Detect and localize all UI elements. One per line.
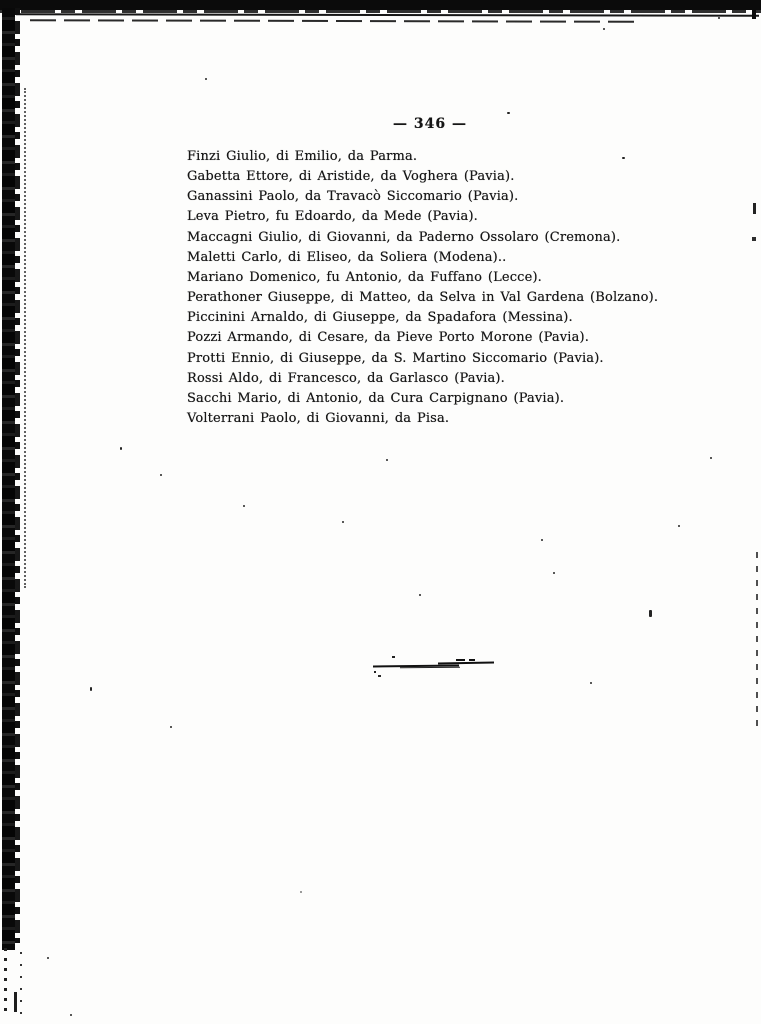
list-entry: Maletti Carlo, di Eliseo, da Soliera (Modena).. [187, 249, 507, 265]
scan-edge-top [0, 0, 761, 10]
ink-speck [120, 447, 122, 450]
name-list [187, 147, 687, 429]
list-entry: Gabetta Ettore, di Aristide, da Voghera (Pavia). [187, 169, 515, 185]
ink-speck [47, 957, 49, 959]
list-entry: Finzi Giulio, di Emilio, da Parma. [187, 149, 418, 164]
ink-speck [374, 671, 376, 673]
list-entry: Leva Pietro, fu Edoardo, da Mede (Pavia). [187, 209, 478, 225]
list-entry: Pozzi Armando, di Cesare, da Pieve Porto Morone (Pavia). [187, 330, 589, 346]
ink-speck [603, 28, 605, 30]
list-entry: Perathoner Giuseppe, di Matteo, da Selva in Val Gardena (Bolzano). [187, 290, 659, 306]
ink-speck [300, 891, 302, 893]
scan-binding-bottom-dash [14, 992, 17, 1012]
page-number: — 346 — [393, 116, 467, 132]
ink-speck [205, 78, 207, 80]
ink-speck [378, 675, 381, 677]
list-entry: Protti Ennio, di Giuseppe, da S. Martino Siccomario (Pavia). [187, 350, 604, 366]
ink-speck [392, 656, 395, 658]
ink-speck [590, 682, 592, 684]
list-entry: Mariano Domenico, fu Antonio, da Fuffano (Lecce). [187, 269, 542, 285]
ink-speck [718, 17, 720, 19]
ink-speck [553, 572, 555, 574]
scan-edge-top-right-tick [752, 0, 756, 19]
list-entry: Piccinini Arnaldo, di Giuseppe, da Spadafora (Messina). [187, 310, 573, 326]
ink-speck [419, 594, 421, 596]
list-entry: Maccagni Giulio, di Giovanni, da Paderno Ossolaro (Cremona). [187, 229, 621, 245]
scan-binding-dotted-line [24, 88, 26, 588]
ink-speck [386, 459, 388, 461]
ink-speck [710, 457, 712, 459]
list-entry: Ganassini Paolo, da Travacò Siccomario (Pavia). [187, 189, 519, 205]
scan-edge-top-line [16, 13, 759, 17]
scan-edge-right-dashes [756, 552, 758, 732]
ink-speck [678, 525, 680, 527]
scan-edge-top-dashed-line [30, 19, 640, 22]
section-divider-rule [370, 655, 500, 680]
scan-edge-right-tick [752, 237, 756, 241]
ink-speck [622, 157, 625, 159]
ink-speck [541, 539, 543, 541]
ink-speck [70, 1014, 72, 1016]
ink-speck [170, 726, 172, 728]
ink-speck [160, 474, 162, 476]
list-entry: Rossi Aldo, di Francesco, da Garlasco (Pavia). [187, 370, 505, 386]
list-entry: Volterrani Paolo, di Giovanni, da Pisa. [187, 411, 450, 427]
divider-stroke [400, 667, 460, 669]
ink-speck [243, 505, 245, 507]
ink-speck [342, 521, 344, 523]
scan-binding-bottom-specks [4, 948, 7, 1018]
scan-binding-band-ragged [15, 8, 20, 943]
scan-binding-bottom-specks [20, 952, 22, 1022]
divider-tick [456, 659, 465, 661]
divider-tick [469, 659, 475, 661]
ink-speck [507, 112, 510, 114]
divider-stroke [438, 661, 494, 664]
ink-speck [90, 687, 92, 691]
ink-speck [649, 610, 652, 617]
scan-binding-band [2, 8, 15, 950]
scan-edge-right-tick [753, 203, 756, 214]
list-entry: Sacchi Mario, di Antonio, da Cura Carpignano (Pavia). [187, 390, 565, 406]
